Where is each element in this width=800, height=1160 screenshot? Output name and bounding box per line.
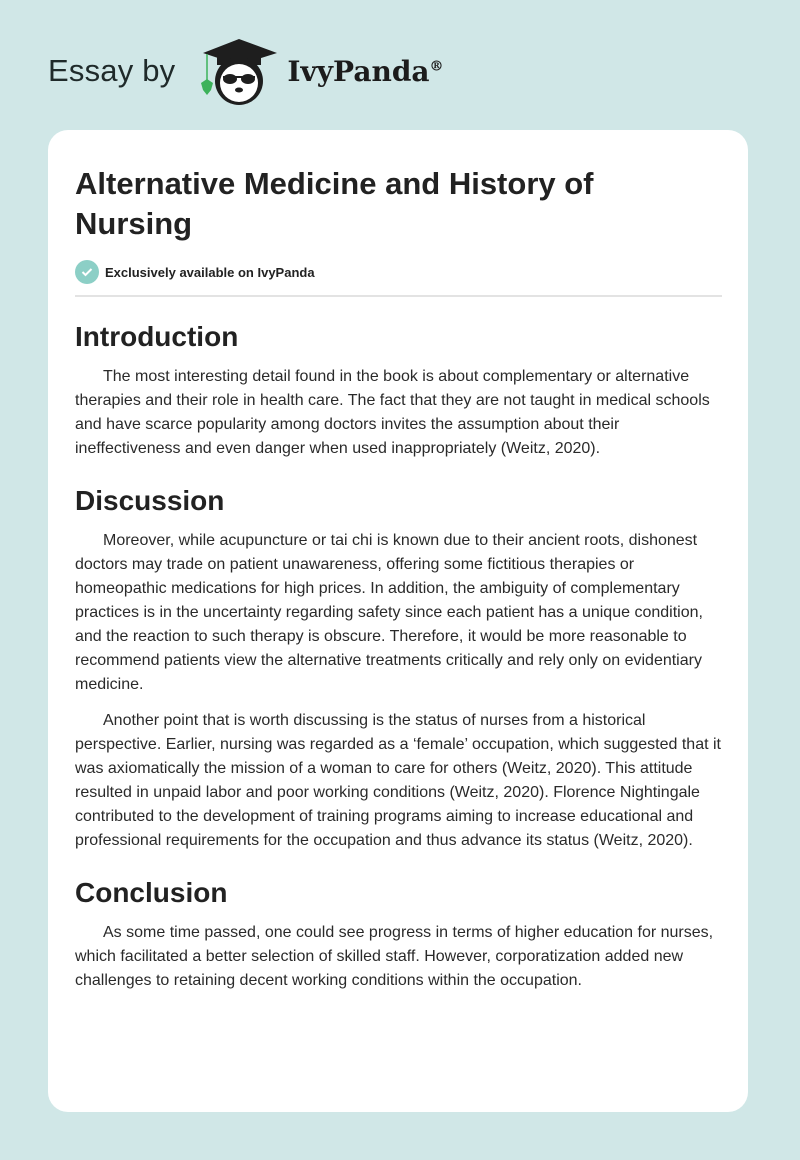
essay-title: Alternative Medicine and History of Nursing — [75, 166, 594, 241]
site-header — [48, 36, 444, 106]
check-circle-icon — [75, 260, 99, 284]
section-heading: Discussion — [75, 485, 225, 516]
divider — [75, 295, 722, 297]
essay-card — [48, 130, 748, 1112]
brand-name: IvyPanda® — [287, 54, 444, 88]
exclusive-badge — [75, 260, 722, 284]
section-conclusion — [75, 875, 722, 993]
section-discussion — [75, 483, 722, 853]
section-heading: Introduction — [75, 321, 239, 352]
ivypanda-logo-icon[interactable] — [197, 35, 281, 107]
section-heading: Conclusion — [75, 877, 228, 908]
exclusive-badge-text: Exclusively available on IvyPanda — [105, 264, 315, 280]
paragraph: Another point that is worth discussing is the status of nurses from a historical perspective. Earlier, nursing was regarded as a ‘female’ occupation, which suggested that it was axiomatically the mission of a woman to care for others (Weitz, 2020). This attitude resulted in unpaid labor and poor working conditions (Weitz, 2020). Florence Nightingale contributed to the development of training programs aiming to increase educational and professional requirements for the occupation and thus advance its status (Weitz, 2020). — [75, 712, 721, 849]
essay-by-label: Essay by — [48, 53, 176, 88]
paragraph: The most interesting detail found in the book is about complementary or alternative therapies and their role in health care. The fact that they are not taught in medical schools and have scarce popularity among doctors invites the assumption about their ineffectiveness and even danger when used inappropriately (Weitz, 2020). — [75, 368, 710, 457]
paragraph: As some time passed, one could see progress in terms of higher education for nurses, which facilitated a better selection of skilled staff. However, corporatization added new challenges to retaining decent working conditions within the occupation. — [75, 924, 714, 989]
paragraph: Moreover, while acupuncture or tai chi is known due to their ancient roots, dishonest doctors may trade on patient unawareness, offering some fictitious therapies or homeopathic medications for high prices. In addition, the ambiguity of complementary practices is in the uncertainty regarding safety since each patient has a unique condition, and the reaction to such therapy is obscure. Therefore, it would be more reasonable to recommend patients view the alternative treatments critically and rely only on evidentiary medicine. — [75, 532, 703, 693]
section-introduction — [75, 319, 722, 461]
